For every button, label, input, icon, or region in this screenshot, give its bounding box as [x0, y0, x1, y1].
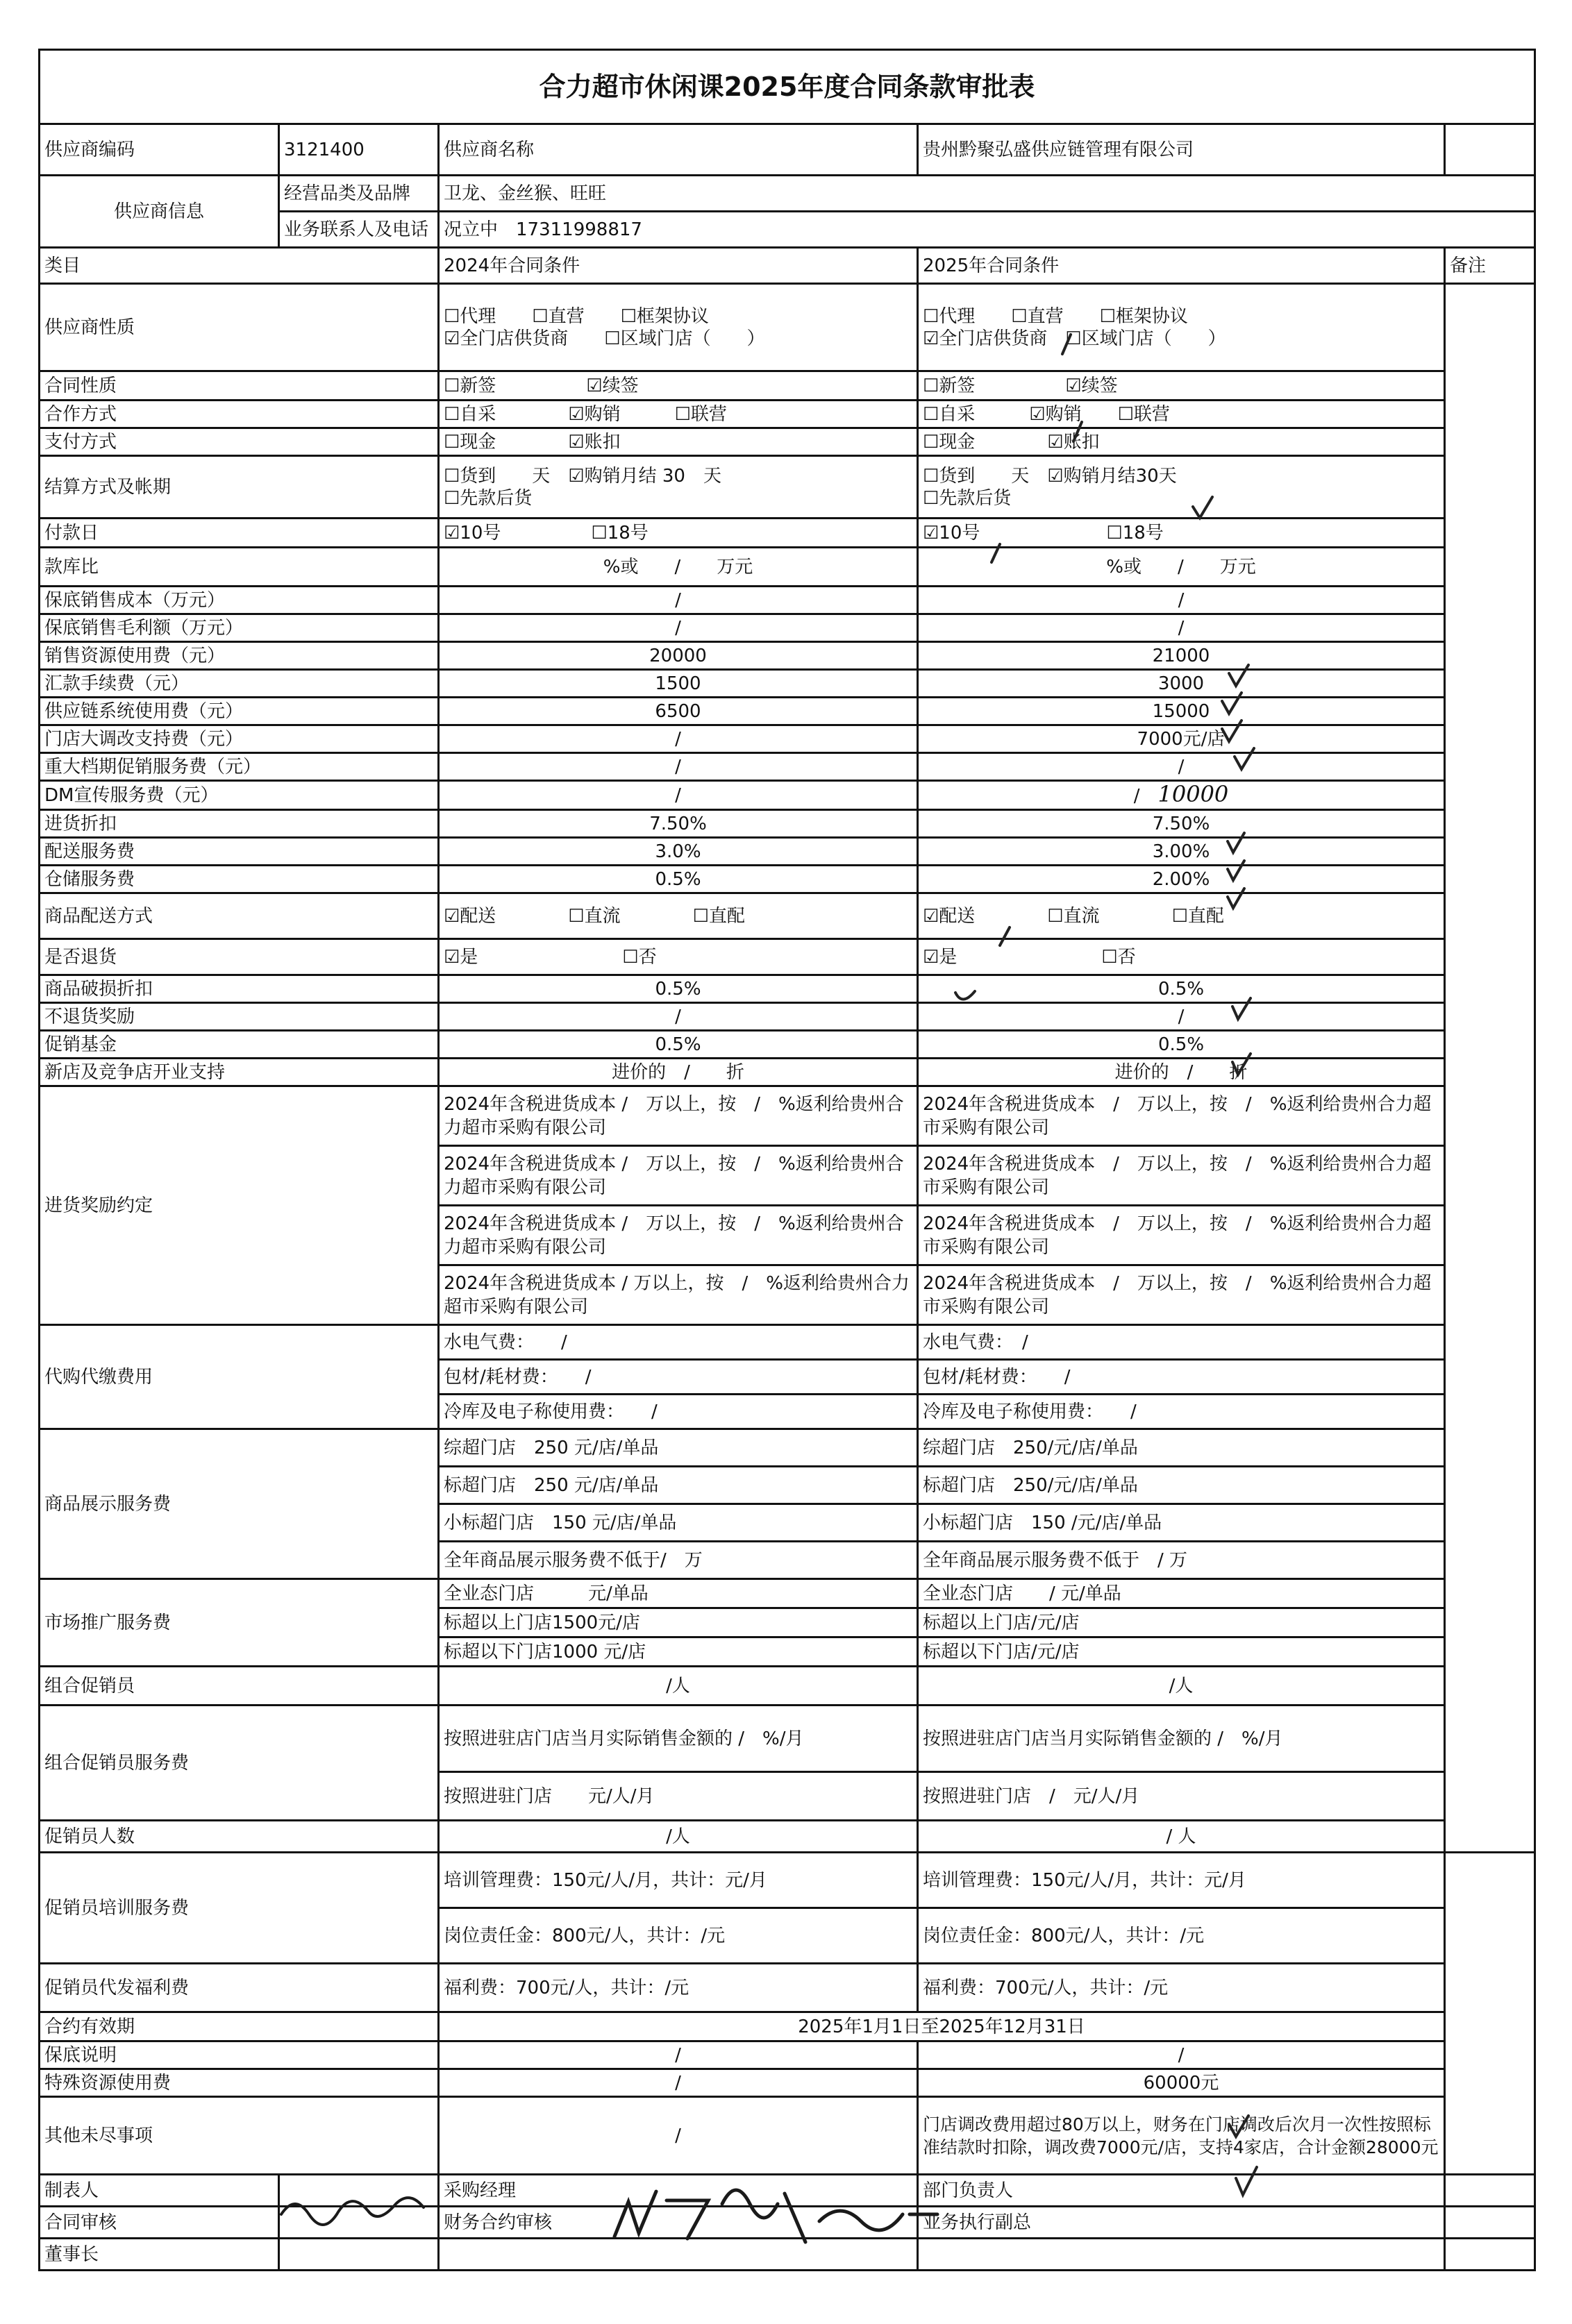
row-label: 仓储服务费: [40, 866, 439, 893]
checkmark-icon: [1222, 721, 1241, 741]
rebate-2024: 2024年含税进货成本 / 万以上，按 / %返利给贵州合力超市采购有限公司: [439, 1146, 918, 1206]
value-2025: /: [918, 614, 1445, 642]
row-label: 销售资源使用费（元）: [40, 642, 439, 670]
header-2025: 2025年合同条件: [918, 248, 1445, 284]
row-label: 其他未尽事项: [40, 2097, 439, 2175]
training-2024: 岗位责任金：800元/人，共计：/元: [439, 1908, 918, 1964]
value-2025: ☑配送 ☐直流 ☐直配: [918, 893, 1445, 939]
row-label: 不退货奖励: [40, 1003, 439, 1031]
value-2024: 1500: [439, 670, 918, 698]
row-label: 汇款手续费（元）: [40, 670, 439, 698]
display-2024: 小标超门店 150 元/店/单品: [439, 1504, 918, 1542]
agency-2025: 冷库及电子称使用费： /: [918, 1395, 1445, 1429]
marketing-2024: 全业态门店 元/单品: [439, 1579, 918, 1608]
row-label: 促销基金: [40, 1031, 439, 1059]
value-2025: /: [918, 753, 1445, 781]
checkbox-line: ☐货到 天 ☑购销月结30天: [923, 465, 1177, 487]
supplier-name-label: 供应商名称: [439, 124, 918, 176]
value-2025: / 人: [918, 1821, 1445, 1853]
value-2024: /: [439, 2069, 918, 2097]
display-2025: 小标超门店 150 /元/店/单品: [918, 1504, 1445, 1542]
agency-2025: 包材/耗材费： /: [918, 1360, 1445, 1395]
row-label: 特殊资源使用费: [40, 2069, 439, 2097]
row-label: 保底说明: [40, 2041, 439, 2069]
contact-value: 况立中 17311998817: [439, 212, 1535, 248]
value-2024: /: [439, 725, 918, 753]
value-2024: %或 / 万元: [439, 548, 918, 587]
value-2024: /: [439, 2041, 918, 2069]
row-label: 新店及竞争店开业支持: [40, 1059, 439, 1086]
checkbox-line: ☑全门店供货商 ☐区域门店（ ）: [923, 328, 1226, 349]
row-label: 供应链系统使用费（元）: [40, 698, 439, 725]
value-2024: 0.5%: [439, 1031, 918, 1059]
checkmark-icon: [1228, 889, 1244, 908]
value-2025: ☐自采 ☑购销 ☐联营: [918, 401, 1445, 428]
row-label: 进货折扣: [40, 810, 439, 838]
value-2025: ☐新签 ☑续签: [918, 371, 1445, 401]
row-label: 付款日: [40, 519, 439, 548]
marketing-2024: 标超以上门店1500元/店: [439, 1608, 918, 1637]
value-2025: ☑是 ☐否: [918, 939, 1445, 975]
category-value: 卫龙、金丝猴、旺旺: [439, 176, 1535, 212]
value-2025: 3.00%: [918, 838, 1445, 866]
row-label: 合约有效期: [40, 2012, 439, 2041]
rebate-2024: 2024年含税进货成本 / 万以上，按 / %返利给贵州合力超市采购有限公司: [439, 1206, 918, 1265]
category-label: 经营品类及品牌: [279, 176, 439, 212]
row-label: 保底销售成本（万元）: [40, 587, 439, 614]
value-2024: ☐自采 ☑购销 ☐联营: [439, 401, 918, 428]
checkmark-icon: [1062, 335, 1071, 354]
rebate-2025: 2024年含税进货成本 / 万以上，按 / %返利给贵州合力超市采购有限公司: [918, 1086, 1445, 1146]
promoter-fee-2025: 按照进驻门店 / 元/人/月: [918, 1772, 1445, 1821]
value-2024: /: [439, 753, 918, 781]
checkmark-icon: [1222, 693, 1241, 714]
row-label: 供应商性质: [40, 284, 439, 371]
row-label: 市场推广服务费: [40, 1579, 439, 1667]
value-2024: 7.50%: [439, 810, 918, 838]
value-2024: ☑10号 ☐18号: [439, 519, 918, 548]
display-2025: 全年商品展示服务费不低于 / 万: [918, 1542, 1445, 1579]
row-label: 重大档期促销服务费（元）: [40, 753, 439, 781]
row-label: 款库比: [40, 548, 439, 587]
row-label: 商品破损折扣: [40, 975, 439, 1003]
checkmark-icon: [1073, 422, 1082, 441]
rebate-2025: 2024年含税进货成本 / 万以上，按 / %返利给贵州合力超市采购有限公司: [918, 1265, 1445, 1325]
header-2024: 2024年合同条件: [439, 248, 918, 284]
value-2024: /: [439, 781, 918, 810]
value-2024: ☐现金 ☑账扣: [439, 428, 918, 456]
header-category: 类目: [40, 248, 439, 284]
supplier-code-label: 供应商编码: [40, 124, 279, 176]
rebate-2025: 2024年含税进货成本 / 万以上，按 / %返利给贵州合力超市采购有限公司: [918, 1146, 1445, 1206]
value-2025: /: [918, 1003, 1445, 1031]
value-2024: /: [439, 614, 918, 642]
row-label: 进货奖励约定: [40, 1086, 439, 1325]
row-label: 商品展示服务费: [40, 1429, 439, 1579]
checkmark-icon: [1235, 748, 1254, 769]
row-label: 门店大调改支持费（元）: [40, 725, 439, 753]
row-label: DM宣传服务费（元）: [40, 781, 439, 810]
row-label: 合作方式: [40, 401, 439, 428]
checkmark-icon: [1236, 2167, 1257, 2195]
agency-2024: 水电气费： /: [439, 1325, 918, 1360]
value-2024: /人: [439, 1821, 918, 1853]
value-2024: 0.5%: [439, 975, 918, 1003]
purchasing-manager-label: 采购经理: [439, 2175, 918, 2207]
row-label: 促销员人数: [40, 1821, 439, 1853]
value-2025: 福利费：700元/人，共计：/元: [918, 1964, 1445, 2012]
display-2024: 综超门店 250 元/店/单品: [439, 1429, 918, 1467]
checkbox-line: ☐先款后货: [923, 487, 1012, 509]
checkbox-line: ☐代理 ☐直营 ☐框架协议: [444, 305, 709, 327]
header-remark: 备注: [1445, 248, 1535, 284]
finance-review-label: 财务合约审核: [439, 2207, 918, 2239]
display-2024: 全年商品展示服务费不低于/ 万: [439, 1542, 918, 1579]
display-2024: 标超门店 250 元/店/单品: [439, 1467, 918, 1504]
marketing-2025: 标超以上门店/元/店: [918, 1608, 1445, 1637]
agency-2025: 水电气费： /: [918, 1325, 1445, 1360]
supplier-name: 贵州黔聚弘盛供应链管理有限公司: [918, 124, 1445, 176]
row-label: 代购代缴费用: [40, 1325, 439, 1429]
value-2025: ☐现金 ☑账扣: [918, 428, 1445, 456]
checkbox-line: ☐先款后货: [444, 487, 533, 509]
row-label: 结算方式及帐期: [40, 456, 439, 519]
value-2025: 21000: [918, 642, 1445, 670]
contract-review-label: 合同审核: [40, 2207, 279, 2239]
value-2024: 福利费：700元/人，共计：/元: [439, 1964, 918, 2012]
form-title: 合力超市休闲课2025年度合同条款审批表: [40, 50, 1535, 124]
value-2024: 0.5%: [439, 866, 918, 893]
value-2025: /人: [918, 1667, 1445, 1706]
display-2025: 标超门店 250/元/店/单品: [918, 1467, 1445, 1504]
value-2025: /: [918, 2041, 1445, 2069]
rebate-2024: 2024年含税进货成本 / 万以上，按 / %返利给贵州合力超市采购有限公司: [439, 1265, 918, 1325]
row-label: 支付方式: [40, 428, 439, 456]
checkmark-icon: [1229, 2116, 1248, 2137]
display-2025: 综超门店 250/元/店/单品: [918, 1429, 1445, 1467]
row-label: 保底销售毛利额（万元）: [40, 614, 439, 642]
value-2025: 2.00%: [918, 866, 1445, 893]
value-2024: 6500: [439, 698, 918, 725]
chairman-label: 董事长: [40, 2239, 279, 2271]
checkmark-icon: [1193, 497, 1212, 518]
value-2025: 15000: [918, 698, 1445, 725]
value-2025: 7.50%: [918, 810, 1445, 838]
row-label: 促销员培训服务费: [40, 1853, 439, 1964]
value-2025: 进价的 / 折: [918, 1059, 1445, 1086]
marketing-2025: 标超以下门店/元/店: [918, 1637, 1445, 1667]
value-2024: 20000: [439, 642, 918, 670]
promoter-fee-2024: 按照进驻店门店当月实际销售金额的 / %/月: [439, 1706, 918, 1772]
checkmark-icon: [1228, 861, 1244, 880]
vp-label: 业务执行副总: [918, 2207, 1445, 2239]
value-2025: %或 / 万元: [918, 548, 1445, 587]
handwritten-amount: 10000: [1157, 781, 1229, 807]
preparer-label: 制表人: [40, 2175, 279, 2207]
value-2025: ☑10号 ☐18号: [918, 519, 1445, 548]
dept-head-label: 部门负责人: [918, 2175, 1445, 2207]
checkbox-line: ☐代理 ☐直营 ☐框架协议: [923, 305, 1188, 327]
row-label: 配送服务费: [40, 838, 439, 866]
checkbox-line: ☐货到 天 ☑购销月结 30 天: [444, 465, 721, 487]
checkmark-icon: [1229, 665, 1248, 686]
marketing-2025: 全业态门店 / 元/单品: [918, 1579, 1445, 1608]
checkmark-icon: [1232, 998, 1251, 1019]
purchasing-manager-signature: [614, 2190, 937, 2242]
value-2025: /: [918, 587, 1445, 614]
validity-value: 2025年1月1日至2025年12月31日: [439, 2012, 1445, 2041]
promoter-fee-2025: 按照进驻店门店当月实际销售金额的 / %/月: [918, 1706, 1445, 1772]
training-2025: 岗位责任金：800元/人，共计：/元: [918, 1908, 1445, 1964]
preparer-signature: [281, 2198, 424, 2225]
marketing-2024: 标超以下门店1000 元/店: [439, 1637, 918, 1667]
row-label: 促销员代发福利费: [40, 1964, 439, 2012]
training-2025: 培训管理费：150元/人/月，共计：元/月: [918, 1853, 1445, 1908]
agency-2024: 冷库及电子称使用费： /: [439, 1395, 918, 1429]
checkmark-icon: [1000, 927, 1010, 945]
value-2024: /: [439, 1003, 918, 1031]
supplier-info-label: 供应商信息: [40, 176, 279, 248]
value-2024: /人: [439, 1667, 918, 1706]
value-2024: ☑是 ☐否: [439, 939, 918, 975]
other-2025: 门店调改费用超过80万以上，财务在门店调改后次月一次性按照标准结款时扣除，调改费7000元/店，支持4家店，合计金额28000元: [918, 2097, 1445, 2175]
row-label: 组合促销员: [40, 1667, 439, 1706]
value-2024: ☐新签 ☑续签: [439, 371, 918, 401]
value-2025: 7000元/店: [918, 725, 1445, 753]
promoter-fee-2024: 按照进驻门店 元/人/月: [439, 1772, 918, 1821]
agency-2024: 包材/耗材费： /: [439, 1360, 918, 1395]
value-2025: 0.5%: [918, 975, 1445, 1003]
row-label: 组合促销员服务费: [40, 1706, 439, 1821]
value-2024: ☑配送 ☐直流 ☐直配: [439, 893, 918, 939]
rebate-2024: 2024年含税进货成本 / 万以上，按 / %返利给贵州合力超市采购有限公司: [439, 1086, 918, 1146]
value-2024: 3.0%: [439, 838, 918, 866]
value-2025: 3000: [918, 670, 1445, 698]
value-2024: 进价的 / 折: [439, 1059, 918, 1086]
checkmark-icon: [1228, 833, 1244, 852]
checkbox-line: ☑全门店供货商 ☐区域门店（ ）: [444, 328, 765, 349]
value-text: /: [1133, 786, 1140, 807]
supplier-code: 3121400: [279, 124, 439, 176]
rebate-2025: 2024年含税进货成本 / 万以上，按 / %返利给贵州合力超市采购有限公司: [918, 1206, 1445, 1265]
checkmark-icon: [992, 544, 1000, 562]
value-2025: 60000元: [918, 2069, 1445, 2097]
training-2024: 培训管理费：150元/人/月，共计：元/月: [439, 1853, 918, 1908]
value-2025: 0.5%: [918, 1031, 1445, 1059]
contact-label: 业务联系人及电话: [279, 212, 439, 248]
checkmark-icon: [955, 991, 975, 1000]
row-label: 商品配送方式: [40, 893, 439, 939]
row-label: 是否退货: [40, 939, 439, 975]
value-2024: /: [439, 587, 918, 614]
row-label: 合同性质: [40, 371, 439, 401]
value-2024: /: [439, 2097, 918, 2175]
checkmark-icon: [1232, 1054, 1251, 1075]
